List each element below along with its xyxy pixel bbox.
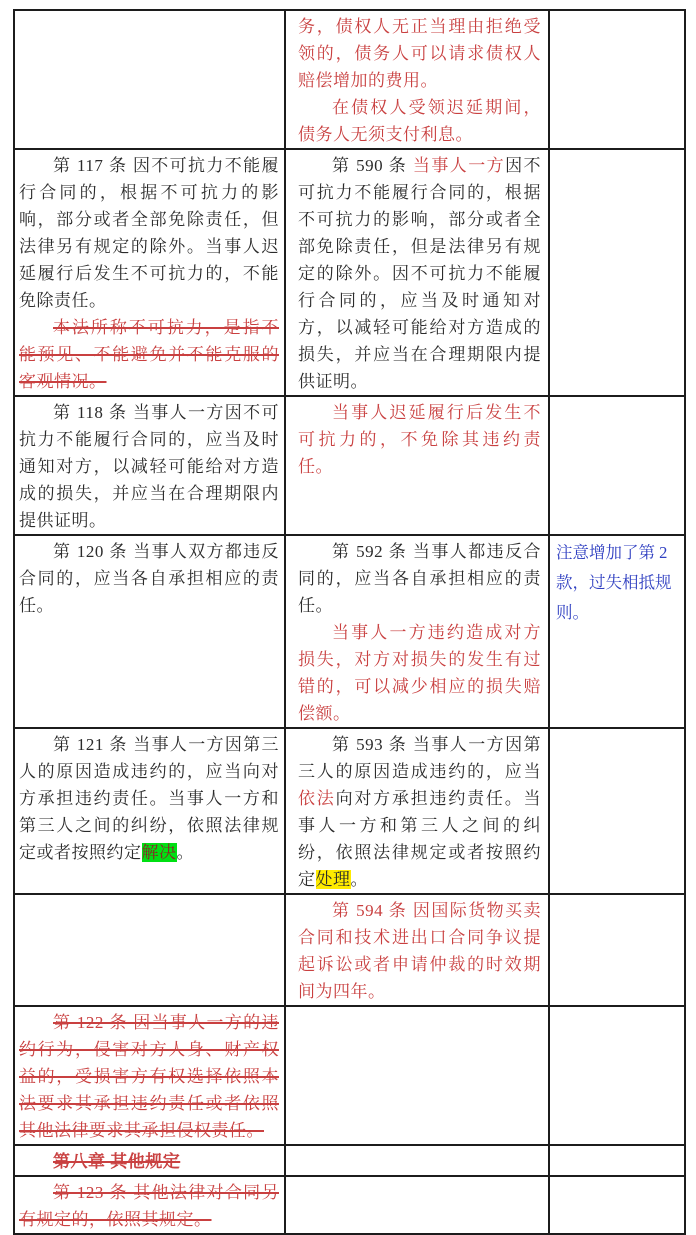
paragraph	[298, 731, 541, 893]
text-run: 第 594 条 因国际货物买卖合同和技术进出口合同争议提起诉讼或者申请仲裁的时效期间为四年。	[298, 901, 541, 1001]
paragraph	[19, 1009, 279, 1144]
paragraph	[298, 94, 541, 148]
paragraph	[19, 538, 279, 619]
table-cell-r8-c2	[549, 1176, 685, 1234]
text-run: 。	[350, 870, 368, 889]
paragraph	[19, 731, 279, 866]
table-cell-r7-c0	[14, 1145, 285, 1176]
table-cell-r5-c1	[285, 894, 549, 1006]
text-run: 第 593 条 当事人一方因第三人的原因造成违约的，应当	[298, 735, 541, 781]
comparison-table-body	[14, 10, 685, 1234]
table-cell-r6-c0	[14, 1006, 285, 1145]
table-cell-r3-c1	[285, 535, 549, 728]
paragraph	[19, 1179, 279, 1233]
text-run: 。	[176, 843, 194, 862]
law-comparison-table	[13, 9, 686, 1235]
table-row	[14, 149, 685, 396]
table-cell-r4-c2	[549, 728, 685, 894]
paragraph	[556, 538, 680, 628]
table-cell-r0-c1	[285, 10, 549, 149]
table-row	[14, 1145, 685, 1176]
text-run: 注意增加了第 2 款，过失相抵规则。	[556, 543, 672, 622]
text-run: 第 122 条 因当事人一方的违约行为，侵害对方人身、财产权益的，受损害方有权选择依照本法要求其承担违约责任或者依照其他法律要求其承担侵权责任。	[19, 1013, 279, 1140]
text-run: 当事人一方	[412, 156, 506, 175]
table-row	[14, 1006, 685, 1145]
text-run: 第八章 其他规定	[53, 1152, 181, 1171]
text-run: 在债权人受领迟延期间，债务人无须支付利息。	[298, 98, 541, 144]
table-row	[14, 728, 685, 894]
table-cell-r6-c2	[549, 1006, 685, 1145]
table-cell-r1-c0	[14, 149, 285, 396]
text-run: 第 590 条	[332, 156, 413, 175]
table-cell-r7-c1	[285, 1145, 549, 1176]
table-cell-r2-c0	[14, 396, 285, 535]
paragraph	[19, 152, 279, 314]
paragraph	[298, 399, 541, 480]
table-cell-r1-c1	[285, 149, 549, 396]
paragraph	[19, 1148, 279, 1175]
table-cell-r1-c2	[549, 149, 685, 396]
highlight-green: 解决	[141, 843, 177, 862]
table-cell-r8-c1	[285, 1176, 549, 1234]
paragraph	[298, 13, 541, 94]
paragraph	[19, 399, 279, 534]
table-cell-r0-c2	[549, 10, 685, 149]
paragraph	[19, 314, 279, 395]
text-run: 第 117 条 因不可抗力不能履行合同的，根据不可抗力的影响，部分或者全部免除责任，但法律另有规定的除外。当事人迟延履行后发生不可抗力的，不能免除责任。	[19, 156, 279, 310]
text-run: 第 123 条 其他法律对合同另有规定的，依照其规定。	[19, 1183, 279, 1229]
table-cell-r5-c2	[549, 894, 685, 1006]
text-run: 第 121 条 当事人一方因第三人的原因造成违约的，应当向对方承担违约责任。当事人一方和第三人之间的纠纷，依照法律规定或者按照约定	[19, 735, 279, 862]
table-row	[14, 396, 685, 535]
paragraph	[298, 538, 541, 619]
table-row	[14, 894, 685, 1006]
table-cell-r2-c1	[285, 396, 549, 535]
table-cell-r4-c1	[285, 728, 549, 894]
text-run: 务，债权人无正当理由拒绝受领的，债务人可以请求债权人赔偿增加的费用。	[298, 17, 541, 90]
table-cell-r8-c0	[14, 1176, 285, 1234]
table-cell-r7-c2	[549, 1145, 685, 1176]
text-run: 当事人一方违约造成对方损失，对方对损失的发生有过错的，可以减少相应的损失赔偿额。	[298, 623, 541, 723]
table-cell-r3-c2	[549, 535, 685, 728]
text-run: 当事人迟延履行后发生不可抗力的，不免除其违约责任。	[298, 403, 541, 476]
table-cell-r2-c2	[549, 396, 685, 535]
text-run: 因不可抗力不能履行合同的，根据不可抗力的影响，部分或者全部免除责任，但是法律另有规定的除外。因不可抗力不能履行合同的，应当及时通知对方，以减轻可能给对方造成的损失，并应当在合理期限内提供证明。	[298, 156, 542, 391]
table-cell-r4-c0	[14, 728, 285, 894]
text-run: 第 118 条 当事人一方因不可抗力不能履行合同的，应当及时通知对方，以减轻可能给对方造成的损失，并应当在合理期限内提供证明。	[19, 403, 279, 530]
table-row	[14, 535, 685, 728]
text-run: 向对方承担违约责任。当事人一方和第三人之间的纠纷，依照法律规定或者按照约定	[298, 789, 542, 889]
text-run: 依法	[298, 789, 336, 808]
table-cell-r3-c0	[14, 535, 285, 728]
table-cell-r0-c0	[14, 10, 285, 149]
highlight-yellow: 处理	[315, 870, 351, 889]
paragraph	[298, 619, 541, 727]
text-run: 本法所称不可抗力，是指不能预见、不能避免并不能克服的客观情况。	[19, 318, 279, 391]
text-run: 第 120 条 当事人双方都违反合同的，应当各自承担相应的责任。	[19, 542, 279, 615]
table-row	[14, 10, 685, 149]
paragraph	[298, 897, 541, 1005]
table-cell-r5-c0	[14, 894, 285, 1006]
text-run: 第 592 条 当事人都违反合同的，应当各自承担相应的责任。	[298, 542, 541, 615]
paragraph	[298, 152, 541, 395]
table-row	[14, 1176, 685, 1234]
table-cell-r6-c1	[285, 1006, 549, 1145]
